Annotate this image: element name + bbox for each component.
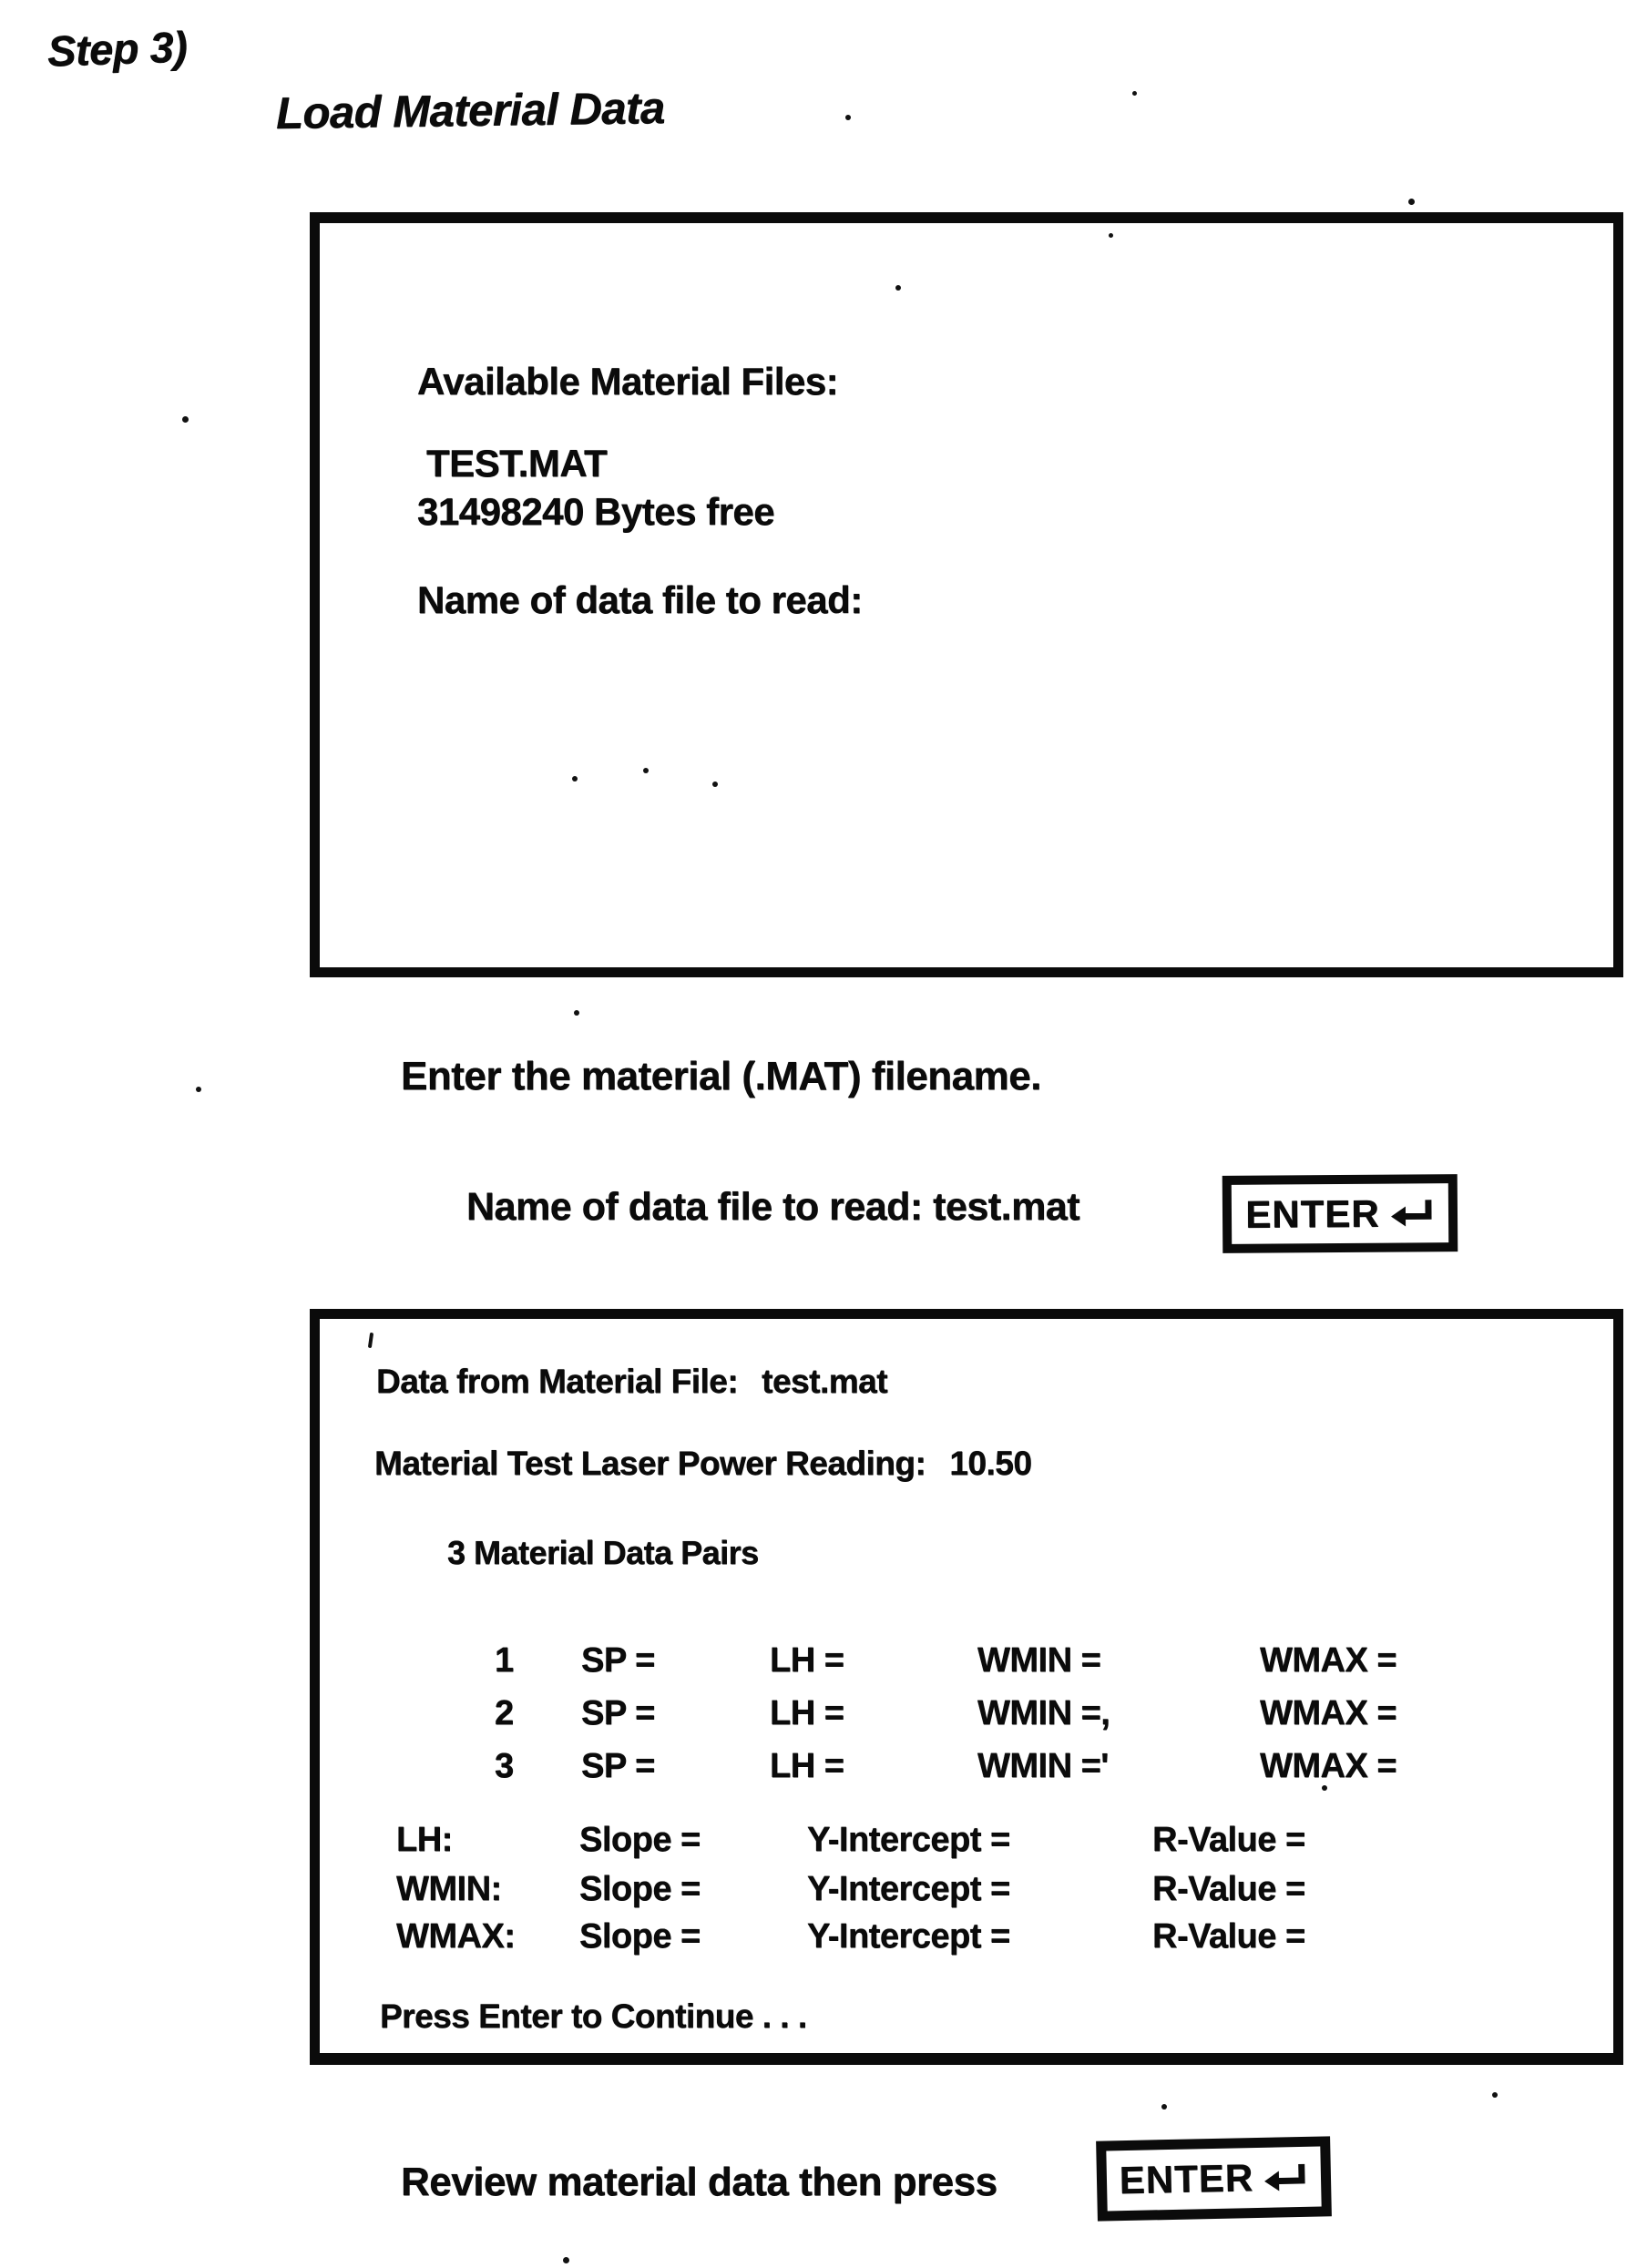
scan-speck [182,416,189,423]
available-files-heading: Available Material Files: [417,360,839,403]
pair-row-wmax: WMAX = [1260,1641,1397,1680]
pair-row-wmin: WMIN = [977,1641,1101,1680]
pair-row-wmin: WMIN =' [977,1747,1109,1785]
fit-row-label: LH: [396,1821,453,1859]
file-line-value: test.mat [762,1363,888,1400]
pair-row-wmax: WMAX = [1260,1694,1397,1732]
pair-row-index: 2 [495,1694,514,1732]
bytes-free-line: 31498240 Bytes free [417,490,775,533]
pair-row-index: 1 [495,1641,514,1680]
enter-key [1222,1174,1458,1253]
scan-speck [1161,2104,1167,2110]
fit-row-intercept: Y-Intercept = [807,1870,1010,1908]
fit-row-slope: Slope = [579,1870,701,1908]
pair-row-wmax: WMAX = [1260,1747,1397,1785]
scan-speck [1322,1785,1327,1791]
return-arrow-icon [1261,2161,1309,2197]
scan-speck [1492,2092,1498,2098]
pair-row-sp: SP = [581,1747,655,1785]
scan-speck [643,768,649,773]
enter-filename-instruction: Enter the material (.MAT) filename. [401,1054,1041,1098]
scan-artifact-tick [368,1333,373,1348]
fit-row-intercept: Y-Intercept = [807,1917,1010,1956]
scan-speck [1408,199,1415,205]
fit-row-rvalue: R-Value = [1152,1917,1305,1956]
fit-row-rvalue: R-Value = [1152,1870,1305,1908]
material-file-name: TEST.MAT [426,442,608,485]
scan-speck [563,2257,569,2263]
enter-key-label: ENTER [1245,1191,1380,1236]
read-file-prompt: Name of data file to read: [417,578,863,621]
fit-row-label: WMAX: [396,1917,516,1956]
pair-row-index: 3 [495,1747,514,1785]
scan-speck [845,115,851,120]
review-instruction: Review material data then press [401,2160,997,2204]
pair-row-sp: SP = [581,1694,655,1732]
scan-speck [574,1010,579,1016]
fit-row-slope: Slope = [579,1917,701,1956]
fit-row-rvalue: R-Value = [1152,1821,1305,1859]
fit-row-slope: Slope = [579,1821,701,1859]
pair-row-wmin: WMIN =, [977,1694,1110,1732]
step-label: Step 3) [46,22,189,76]
fit-row-intercept: Y-Intercept = [807,1821,1010,1859]
scan-speck [1132,91,1137,96]
pair-row-sp: SP = [581,1641,655,1680]
screen-material-data [310,1309,1623,2065]
pair-row-lh: LH = [770,1641,844,1680]
page-title: Load Material Data [275,84,666,138]
pairs-heading: 3 Material Data Pairs [447,1534,759,1571]
scan-speck [895,285,901,291]
pair-row-lh: LH = [770,1747,844,1785]
scan-speck [572,776,578,782]
enter-key-label: ENTER [1119,2156,1254,2202]
scan-speck [1109,233,1113,238]
filename-prompt-line: Name of data file to read: test.mat [466,1185,1080,1229]
scan-speck [196,1087,201,1092]
file-line [376,1364,887,1400]
scan-speck [712,782,718,787]
enter-key [1096,2136,1332,2221]
power-line [374,1446,1031,1482]
screen-available-files [310,212,1623,977]
continue-prompt: Press Enter to Continue . . . [380,1997,807,2035]
power-line-value: 10.50 [949,1445,1032,1482]
pair-row-lh: LH = [770,1694,844,1732]
fit-row-label: WMIN: [396,1870,502,1908]
file-line-label: Data from Material File: [376,1363,739,1400]
return-arrow-icon [1387,1197,1435,1232]
power-line-label: Material Test Laser Power Reading: [374,1445,926,1482]
